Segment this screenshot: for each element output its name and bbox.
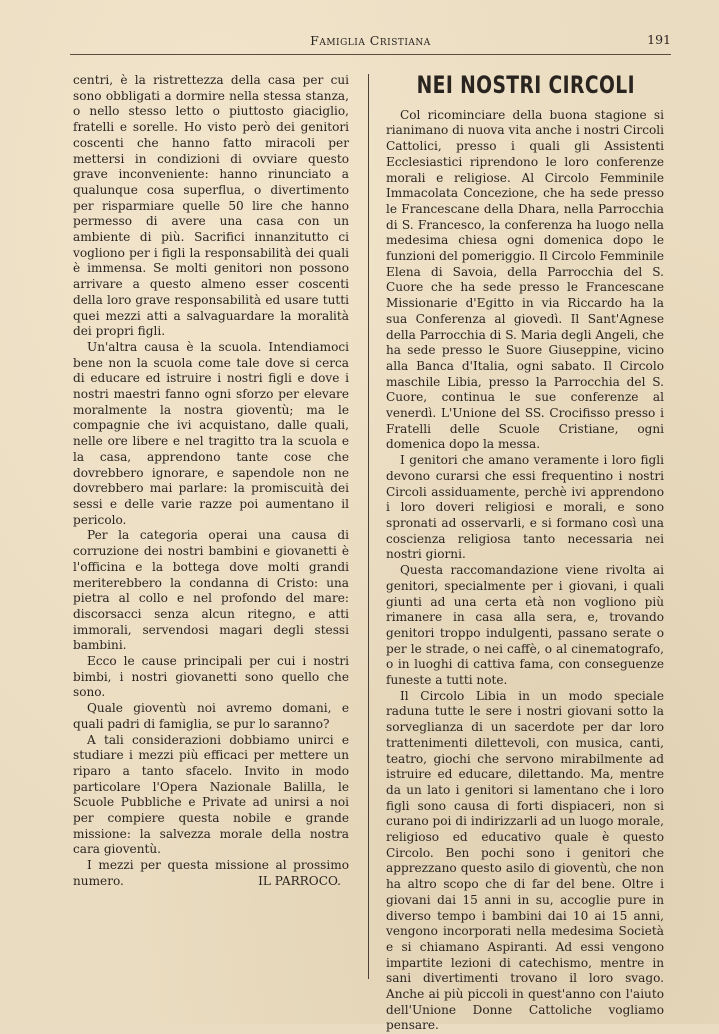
running-title: Famiglia Cristiana	[310, 33, 431, 48]
column-divider	[368, 74, 369, 979]
article-paragraph: Il Circolo Libia in un modo speciale raduna tutte le sere i nostri giovani sotto la sorveglianza di un sacerdote per dar loro trattenimenti dilettevoli, con musica, canti, teatro, giochi che servono mirabilmente ad istruire ed educare, dilettando. Ma, mentre da un lato i genitori si lamentano che i loro figli sono causa di forti dispiaceri, non si curano poi di indirizzarli ad un luogo morale, religioso ed educativo quale è questo Circolo. Ben pochi sono i genitori che apprezzano questo asilo di gioventù, che non ha altro scopo che di far del bene. Oltre i giovani dai 15 anni in su, accoglie pure in diverso tempo i bambini dai 10 ai 15 anni, vengono incorporati nella medesima Società e si chiamano Aspiranti. Ad essi vengono impartite lezioni di catechismo, mentre in sani divertimenti trovano il loro svago. Anche ai più piccoli in quest'anno con l'aiuto dell'Unione Donne Cattoliche vogliamo pensare.	[386, 688, 664, 1033]
article-paragraph: centri, è la ristrettezza della casa per cui sono obbligati a dormire nella stessa stanza, o nello stesso letto o piuttosto giaciglio, fratelli e sorelle. Ho visto però dei genitori coscenti che hanno fatto miracoli per mettersi in condizioni di ovviare questo grave inconveniente: hanno rinunciato a qualunque cosa superflua, o divertimento per risparmiare quelle 50 lire che hanno permesso di avere una casa con un ambiente di più. Sacrifici innanzitutto ci vogliono per i figli la responsabilità dei quali è immensa. Se molti genitori non possono arrivare a questo almeno esser coscenti della loro grave responsabilità ed usare tutti quei mezzi atti a salvaguardare la moralità dei propri figli.	[73, 73, 349, 339]
right-column	[386, 71, 664, 1033]
page-number: 191	[647, 32, 671, 47]
article-paragraph: A tali considerazioni dobbiamo unirci e studiare i mezzi più efficaci per mettere un riparo a tanto sfacelo. Invito in modo particolare l'Opera Nazionale Balilla, le Scuole Pubbliche e Private ad unirsi a noi per compiere questa nobile e grande missione: la salvezza morale della nostra cara gioventù.	[73, 732, 349, 857]
article-paragraph: Per la categoria operai una causa di corruzione dei nostri bambini e giovanetti è l'officina e la bottega dove molti grandi meriterebbero la condanna di Cristo: una pietra al collo e nel profondo del mare: discorsacci senza alcun ritegno, e atti immorali, servendosi magari degli stessi bambini.	[73, 528, 349, 653]
article-paragraph: Ecco le cause principali per cui i nostri bimbi, i nostri giovanetti sono quello che sono.	[73, 654, 349, 700]
closing-paragraph	[73, 858, 349, 889]
section-headline: NEI NOSTRI CIRCOLI	[416, 71, 635, 99]
article-paragraph: Questa raccomandazione viene rivolta ai genitori, specialmente per i giovani, i quali giunti ad una certa età non vogliono più rimanere in casa alla sera, e, trovando genitori troppo indulgenti, passano serate o per le strade, o nei caffè, o al cinematografo, o in luoghi di cattiva fama, con conseguenze funeste a tutti note.	[386, 563, 664, 688]
closing-text: I mezzi per questa missione al prossimo numero.	[73, 858, 349, 888]
article-paragraph: I genitori che amano veramente i loro figli devono curarsi che essi frequentino i nostri Circoli assiduamente, perchè ivi apprendono i loro doveri religiosi e morali, e sono spronati ad osservarli, e si formano così una coscienza religiosa tanto necessaria nei nostri giorni.	[386, 453, 664, 562]
article-paragraph: Col ricominciare della buona stagione si rianimano di nuova vita anche i nostri Circoli Cattolici, presso i quali gli Assistenti Ecclesiastici riprendono le loro conferenze morali e religiose. Al Circolo Femminile Immacolata Concezione, che ha sede presso le Francescane della Dhara, nella Parrocchia di S. Francesco, la conferenza ha luogo nella medesima chiesa ogni domenica dopo le funzioni del pomeriggio. Il Circolo Femminile Elena di Savoia, della Parrocchia del S. Cuore che ha sede presso le Francescane Missionarie d'Egitto in via Riccardo ha la sua Conferenza al giovedì. Il Sant'Agnese della Parrocchia di S. Maria degli Angeli, che ha sede presso le Suore Giuseppine, vicino alla Banca d'Italia, ogni sabato. Il Circolo maschile Libia, presso la Parrocchia del S. Cuore, continua le sue conferenze al venerdì. L'Unione del SS. Crocifisso presso i Fratelli delle Scuole Cristiane, ogni domenica dopo la messa.	[386, 107, 664, 452]
left-column	[73, 73, 349, 996]
article-paragraph: Un'altra causa è la scuola. Intendiamoci bene non la scuola come tale dove si cerca di educare ed istruire i nostri figli e dove i nostri maestri fanno ogni sforzo per elevare moralmente la nostra gioventù; ma le compagnie che ivi acquistano, dalle quali, nelle ore libere e nel tragitto tra la scuola e la casa, apprendono tante cose che dovrebbero ignorare, e sapendole non ne dovrebbero mai parlare: la promiscuità dei sessi e delle varie razze poi aumentano il pericolo.	[73, 339, 349, 527]
article-paragraph: Quale gioventù noi avremo domani, e quali padri di famiglia, se pur lo saranno?	[73, 701, 349, 731]
signature: IL PARROCO.	[258, 873, 341, 888]
running-header	[70, 30, 671, 55]
